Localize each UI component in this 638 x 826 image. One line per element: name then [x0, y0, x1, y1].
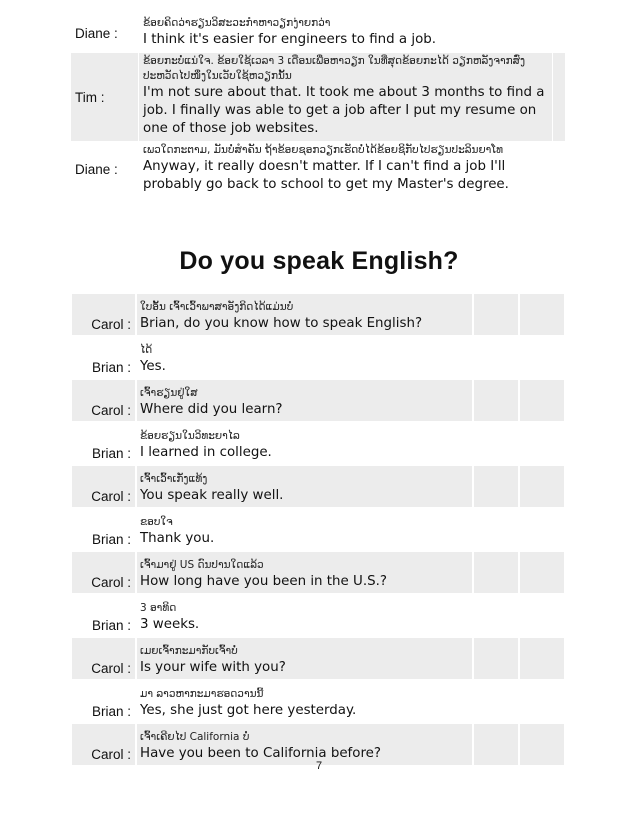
dialogue-table-intro: [70, 14, 566, 198]
lao-translation: ມາ ລາວຫາກະມາຮອດວານນີ້: [140, 688, 264, 700]
empty-cell: [519, 508, 565, 551]
empty-cell: [473, 508, 519, 551]
side-cell: [553, 15, 566, 53]
empty-cell: [519, 637, 565, 680]
dialogue-row: [71, 508, 565, 551]
empty-cell: [473, 465, 519, 508]
lao-translation: 3 ອາທິດ: [140, 602, 177, 614]
empty-cell: [473, 637, 519, 680]
empty-cell: [519, 465, 565, 508]
lao-translation: ໄດ້: [140, 344, 153, 356]
speaker-label: Brian :: [71, 594, 136, 637]
lao-translation: ເພວໃດກະຕາມ, ມັນບໍ່ສຳຄັນ ຖ້າຂ້ອຍຊອກວຽກເຮັດບໍ່ໄດ້ຂ້ອຍຊິກັບໄປຮຽນປະລິນຍາໂທ: [143, 144, 504, 156]
lao-translation: ເຈົ້າຮຽນຢູ່ໃສ: [140, 387, 198, 399]
lao-translation: ຂ້ອຍຄິດວ່າຮຽນວິສະວະກຳຫາວຽກງ່າຍກວ່າ: [143, 17, 331, 29]
line-text: [136, 594, 473, 637]
english-line: Anyway, it really doesn't matter. If I can't find a job I'll probably go back to school to get my Master's degree.: [143, 159, 509, 192]
english-line: 3 weeks.: [140, 617, 200, 632]
speaker-label: Carol :: [71, 465, 136, 508]
line-text: [139, 53, 553, 142]
lao-translation: ເມຍເຈົ້າກະມາກັບເຈົ້າບໍ່: [140, 645, 238, 657]
empty-cell: [519, 422, 565, 465]
line-text: [139, 142, 553, 198]
speaker-label: Carol :: [71, 637, 136, 680]
empty-cell: [519, 680, 565, 723]
line-text: [139, 15, 553, 53]
side-cell: [553, 53, 566, 142]
english-line: Thank you.: [140, 531, 215, 546]
dialogue-row: [71, 293, 565, 336]
line-text: [136, 680, 473, 723]
english-line: Have you been to California before?: [140, 746, 382, 761]
line-text: [136, 551, 473, 594]
line-text: [136, 422, 473, 465]
dialogue-row: [71, 594, 565, 637]
lao-translation: ໃບອັ້ນ ເຈົ້າເວົ້າພາສາອັງກິດໄດ້ແມ່ນບໍ່: [140, 301, 294, 313]
empty-cell: [519, 336, 565, 379]
lao-translation: ເຈົ້າມາຢູ່ US ດົນປານໃດແລ້ວ: [140, 559, 264, 571]
english-line: Is your wife with you?: [140, 660, 286, 675]
dialogue-row: [71, 336, 565, 379]
line-text: [136, 637, 473, 680]
empty-cell: [519, 551, 565, 594]
lao-translation: ຂ້ອຍຮຽນໃນວິທະຍາໄລ: [140, 430, 240, 442]
english-line: Yes, she just got here yesterday.: [140, 703, 357, 718]
lao-translation: ເຈົ້າເຄີຍໄປ California ບໍ່: [140, 731, 250, 743]
empty-cell: [519, 594, 565, 637]
line-text: [136, 336, 473, 379]
speaker-label: Brian :: [71, 422, 136, 465]
line-text: [136, 379, 473, 422]
speaker-label: Brian :: [71, 680, 136, 723]
speaker-label: Tim :: [71, 53, 139, 142]
dialogue-table-speak-english: [70, 292, 566, 767]
section-heading: Do you speak English?: [179, 247, 459, 275]
english-line: You speak really well.: [140, 488, 284, 503]
dialogue-row: [71, 680, 565, 723]
english-line: How long have you been in the U.S.?: [140, 574, 387, 589]
page-number: 7: [315, 760, 323, 772]
speaker-label: Brian :: [71, 336, 136, 379]
empty-cell: [519, 293, 565, 336]
speaker-label: Diane :: [71, 142, 139, 198]
line-text: [136, 293, 473, 336]
english-line: Brian, do you know how to speak English?: [140, 316, 423, 331]
side-cell: [553, 142, 566, 198]
dialogue-row: [71, 422, 565, 465]
empty-cell: [473, 594, 519, 637]
speaker-label: Carol :: [71, 293, 136, 336]
english-line: Yes.: [140, 359, 166, 374]
dialogue-row: [71, 379, 565, 422]
speaker-label: Carol :: [71, 723, 136, 766]
english-line: Where did you learn?: [140, 402, 283, 417]
english-line: I'm not sure about that. It took me about 3 months to find a job. I finally was able to get a job after I put my resume on one of those job websites.: [143, 85, 545, 136]
dialogue-row: [71, 551, 565, 594]
dialogue-row: [71, 465, 565, 508]
lao-translation: ຂ້ອຍກະບໍ່ແນ່ໃຈ. ຂ້ອຍໃຊ້ເວລາ 3 ເດືອນເພື່ອຫາວຽກ ໃນທີ່ສຸດຂ້ອຍກະໄດ້ ວຽກຫລັງຈາກສົ່ງປະຫວັດໄປໜຶ່ງໃນເວັບໃຊ້ຫວຽກນັ້ນ: [143, 55, 526, 82]
empty-cell: [519, 379, 565, 422]
english-line: I learned in college.: [140, 445, 272, 460]
english-line: I think it's easier for engineers to find a job.: [143, 32, 437, 47]
empty-cell: [473, 422, 519, 465]
speaker-label: Brian :: [71, 508, 136, 551]
speaker-label: Carol :: [71, 379, 136, 422]
empty-cell: [473, 336, 519, 379]
lao-translation: ເຈົ້າເວົ້າເກັ່ງແທ້ງ: [140, 473, 208, 485]
empty-cell: [473, 680, 519, 723]
empty-cell: [473, 379, 519, 422]
line-text: [136, 465, 473, 508]
empty-cell: [473, 551, 519, 594]
dialogue-row: [71, 15, 566, 53]
dialogue-row: [71, 53, 566, 142]
dialogue-row: [71, 637, 565, 680]
lao-translation: ຂອບໃຈ: [140, 516, 173, 528]
empty-cell: [473, 293, 519, 336]
speaker-label: Diane :: [71, 15, 139, 53]
dialogue-row: [71, 142, 566, 198]
speaker-label: Carol :: [71, 551, 136, 594]
line-text: [136, 508, 473, 551]
